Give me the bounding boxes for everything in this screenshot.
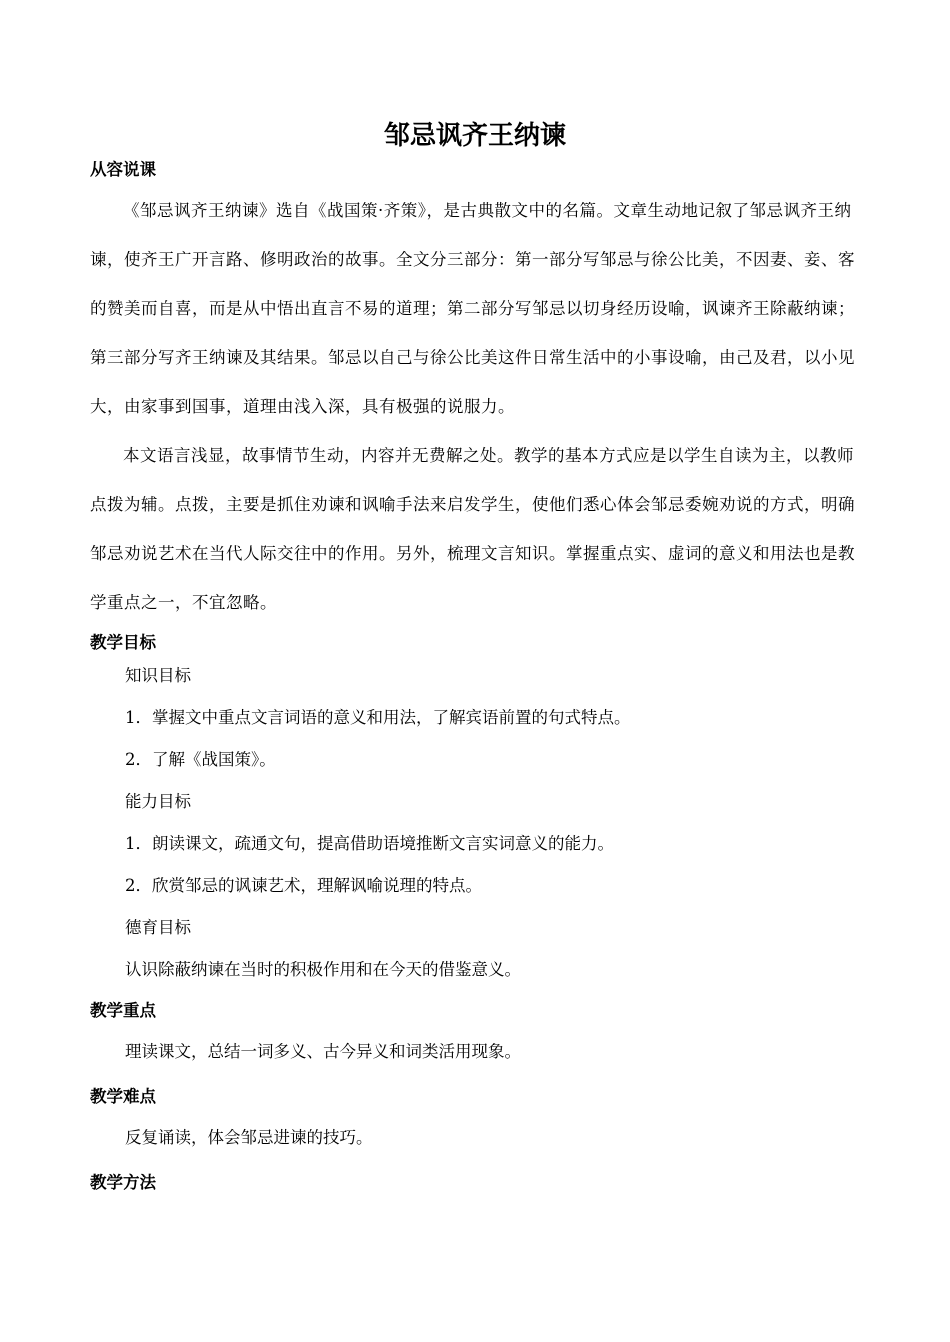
difficulties-text: 反复诵读，体会邹忌进谏的技巧。 <box>125 1128 373 1147</box>
ability-goals-label: 能力目标 <box>125 792 191 811</box>
intro-paragraph-1: 《邹忌讽齐王纳谏》选自《战国策·齐策》，是古典散文中的名篇。文章生动地记叙了邹忌讽齐王纳谏，使齐王广开言路、修明政治的故事。全文分三部分：第一部分写邹忌与徐公比美，不因妻、妾、客的赞美而自喜，而是从中悟出直言不易的道理；第二部分写邹忌以切身经历设喻，讽谏齐王除蔽纳谏；第三部分写齐王纳谏及其结果。邹忌以自己与徐公比美这件日常生活中的小事设喻，由己及君，以小见大，由家事到国事，道理由浅入深，具有极强的说服力。 <box>90 201 855 416</box>
knowledge-goals-label: 知识目标 <box>125 666 191 685</box>
document-title: 邹忌讽齐王纳谏 <box>383 121 566 151</box>
section-heading-goals: 教学目标 <box>90 633 156 652</box>
ability-goal-item-2: 2．欣赏邹忌的讽谏艺术，理解讽喻说理的特点。 <box>125 876 482 895</box>
section-heading-intro: 从容说课 <box>90 160 156 179</box>
ability-goal-item-1: 1．朗读课文，疏通文句，提高借助语境推断文言实词意义的能力。 <box>125 834 614 853</box>
section-heading-difficulties: 教学难点 <box>90 1087 156 1106</box>
moral-goal-text: 认识除蔽纳谏在当时的积极作用和在今天的借鉴意义。 <box>125 960 521 979</box>
key-points-text: 理读课文，总结一词多义、古今异义和词类活用现象。 <box>125 1042 521 1061</box>
section-heading-methods: 教学方法 <box>90 1173 156 1192</box>
knowledge-goal-item-2: 2．了解《战国策》。 <box>125 750 276 769</box>
knowledge-goal-item-1: 1．掌握文中重点文言词语的意义和用法，了解宾语前置的句式特点。 <box>125 708 631 727</box>
section-heading-key-points: 教学重点 <box>90 1001 156 1020</box>
moral-goals-label: 德育目标 <box>125 918 191 937</box>
intro-body <box>90 186 860 627</box>
intro-paragraph-2: 本文语言浅显，故事情节生动，内容并无费解之处。教学的基本方式应是以学生自读为主，以教师点拨为辅。点拨，主要是抓住劝谏和讽喻手法来启发学生，使他们悉心体会邹忌委婉劝说的方式，明确邹忌劝说艺术在当代人际交往中的作用。另外，梳理文言知识。掌握重点实、虚词的意义和用法也是教学重点之一，不宜忽略。 <box>90 446 855 612</box>
